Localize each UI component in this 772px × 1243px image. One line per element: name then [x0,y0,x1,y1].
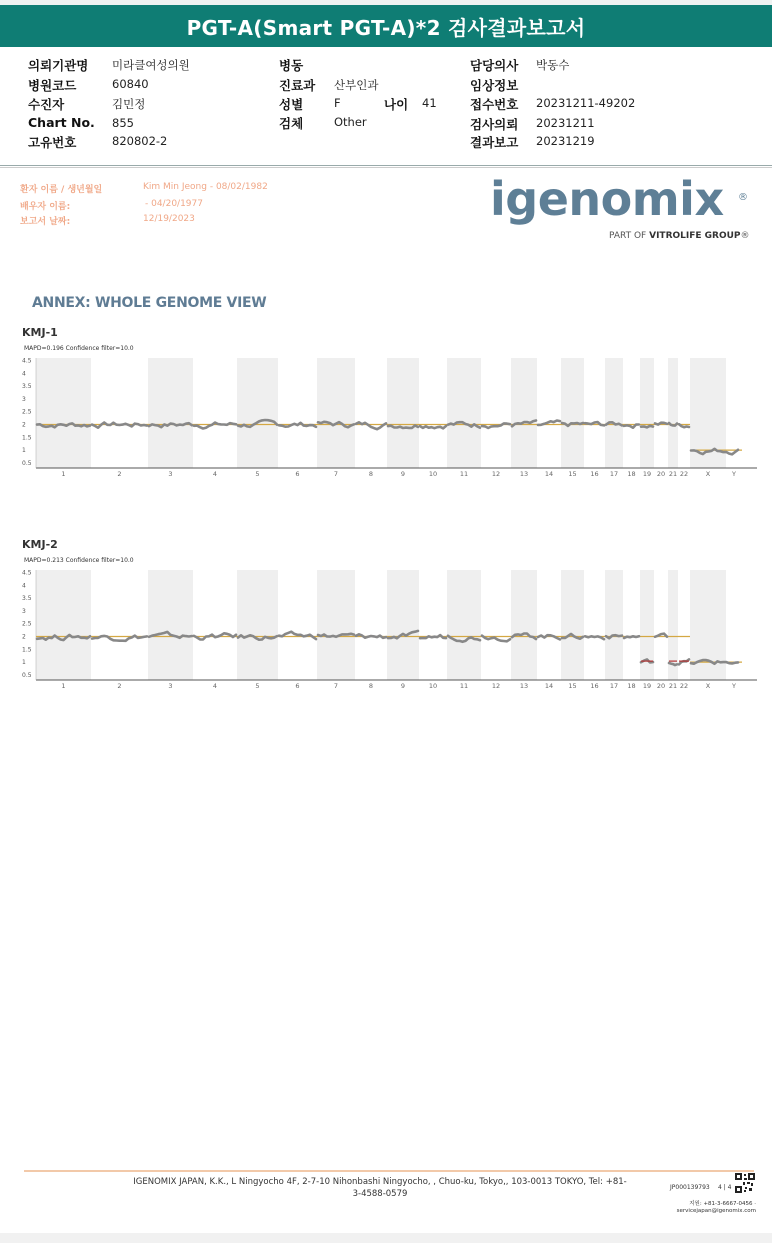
chromosome-label: 2 [117,682,122,690]
report-header [0,47,772,166]
chromosome-label: 9 [400,682,406,690]
request-label: 검사의뢰 [470,117,519,132]
chromosome-label: 21 [668,470,678,478]
copy-number-trace [538,635,560,639]
y-tick-label: 3 [22,607,26,615]
hospital-code-value: 60840 [112,77,149,91]
y-tick-label: 1.5 [22,434,32,442]
chromosome-label: 4 [212,682,218,690]
chromosome-label: 17 [609,682,619,690]
copy-number-trace [420,426,446,428]
footer-page-number: 4 | 4 [718,1184,732,1191]
sex-value: F [334,96,341,110]
y-tick-label: 1 [22,447,26,455]
chromosome-label: 18 [627,470,636,478]
chromosome-label: 7 [333,470,339,478]
y-tick-label: 4 [22,582,26,590]
chromosome-label: Y [732,470,736,478]
chromosome-band [387,570,419,680]
chromosome-label: 14 [544,682,554,690]
specimen-value: Other [334,115,367,129]
chromosome-label: 11 [459,682,469,690]
doctor-label: 담당의사 [470,58,519,73]
chart-value: 855 [112,116,134,130]
hospital-code-label: 병원코드 [28,78,77,93]
copy-number-trace [356,422,386,429]
header-divider [0,167,772,168]
chromosome-label: 14 [544,470,554,478]
copy-number-trace [624,636,639,638]
chromosome-band [387,358,419,468]
chromosome-band [668,358,678,468]
annex-title: ANNEX: WHOLE GENOME VIEW [32,295,267,311]
logo-tagline-brand: VITROLIFE GROUP [649,231,741,241]
chromosome-band [640,358,654,468]
chromosome-label: 20 [656,682,666,690]
chromosome-label: 13 [519,682,529,690]
report-label: 결과보고 [470,135,519,150]
dept-value: 산부인과 [334,78,379,92]
chromosome-band [237,358,278,468]
y-tick-label: 1 [22,659,26,667]
y-tick-label: 4.5 [22,357,32,365]
y-tick-label: 2 [22,421,26,429]
institution-value: 미라클여성의원 [112,58,190,72]
chart-2-title: KMJ-2 [22,538,58,551]
chromosome-band [511,358,537,468]
logo-registered-mark: ® [738,192,748,203]
unique-label: 고유번호 [28,135,77,150]
chromosome-label: 13 [519,470,529,478]
chromosome-band [605,358,623,468]
logo-tagline-prefix: PART OF [609,231,647,241]
logo-tagline [609,231,750,241]
chromosome-label: 16 [590,682,599,690]
chromosome-label: 4 [212,470,218,478]
footer-contact-tel: 지원: +81-3-6667-0456 · [689,1201,756,1207]
chromosome-label: 10 [428,682,438,690]
chromosome-band [511,570,537,680]
chromosome-label: 7 [333,682,339,690]
logo-wordmark: igenomix [490,172,724,226]
receipt-label: 접수번호 [470,97,519,112]
copy-number-trace [356,634,386,638]
specimen-label: 검체 [279,116,304,131]
patient-label: 수진자 [28,97,65,112]
genome-chart-kmj-1 [0,340,772,480]
institution-label: 의뢰기관명 [28,58,89,73]
report-date-label: 보고서 날짜: [20,217,71,227]
unique-value: 820802-2 [112,134,168,148]
chromosome-band [561,570,584,680]
chromosome-band [317,570,355,680]
chromosome-label: 22 [679,682,689,690]
chromosome-band [317,358,355,468]
chromosome-label: 5 [255,470,260,478]
igenomix-logo [490,172,750,241]
chromosome-label: 8 [368,470,374,478]
footer-contact-email: servicejapan@igenomix.com [676,1208,756,1214]
y-tick-label: 4.5 [22,569,32,577]
chromosome-label: 19 [642,470,652,478]
chromosome-label: 3 [168,470,173,478]
chromosome-label: 20 [656,470,666,478]
chromosome-label: X [705,470,711,478]
chromosome-label: 2 [117,470,122,478]
report-title: PGT-A(Smart PGT-A)*2 검사결과보고서 [0,5,772,47]
chromosome-label: 15 [568,470,577,478]
report-date-value: 12/19/2023 [143,214,195,224]
chromosome-band [36,570,91,680]
logo-tagline-suffix: ® [740,231,750,241]
chart-1-title: KMJ-1 [22,326,58,339]
y-tick-label: 2 [22,633,26,641]
bottom-strip [0,1233,772,1243]
copy-number-trace [194,423,236,429]
chromosome-label: 8 [368,682,374,690]
y-tick-label: 4 [22,370,26,378]
chart-subtitle: MAPD=0.196 Confidence filter=10.0 [24,345,134,352]
y-tick-label: 2.5 [22,408,32,416]
y-tick-label: 3 [22,395,26,403]
y-tick-label: 3.5 [22,383,32,391]
chromosome-band [447,358,481,468]
chromosome-label: 5 [255,682,260,690]
age-value: 41 [422,96,437,110]
partner-value: - 04/20/1977 [145,199,203,209]
chromosome-band [605,570,623,680]
chromosome-label: 18 [627,682,636,690]
copy-number-trace [679,659,689,664]
chromosome-band [447,570,481,680]
name-dob-label: 환자 이름 / 생년월일 [20,185,103,195]
doctor-value: 박동수 [536,58,570,72]
chromosome-label: Y [732,682,736,690]
chromosome-label: 17 [609,470,619,478]
y-tick-label: 0.5 [22,459,32,467]
partner-label: 배우자 이름: [20,202,71,212]
ward-label: 병동 [279,58,304,73]
age-label: 나이 [384,97,409,112]
y-tick-label: 2.5 [22,620,32,628]
chromosome-label: 22 [679,470,689,478]
clinical-label: 임상정보 [470,78,519,93]
y-tick-label: 1.5 [22,646,32,654]
chromosome-label: 12 [491,682,501,690]
copy-number-trace [92,423,147,428]
patient-value: 김민정 [112,97,146,111]
copy-number-trace [641,426,653,428]
chromosome-label: 15 [568,682,577,690]
copy-number-trace [585,636,604,639]
chromosome-label: 6 [295,682,300,690]
footer-address: IGENOMIX JAPAN, K.K., L Ningyocho 4F, 2-7-10 Nihonbashi Ningyocho, , Chuo-ku, Tokyo,, 103-0013 TOKYO, Tel: +81-3-4588-0579 [133,1177,627,1199]
chromosome-label: 19 [642,682,652,690]
footer-doc-id: JP000139793 [670,1184,710,1191]
chromosome-band [148,570,193,680]
y-tick-label: 0.5 [22,671,32,679]
chromosome-label: 11 [459,470,469,478]
request-value: 20231211 [536,116,595,130]
receipt-value: 20231211-49202 [536,96,636,110]
chart-label: Chart No. [28,115,95,130]
footer-contact [660,1201,756,1215]
chromosome-label: 16 [590,470,599,478]
chromosome-label: 21 [668,682,678,690]
chromosome-band [561,358,584,468]
copy-number-trace [279,632,316,639]
chromosome-label: 1 [61,682,66,690]
chromosome-band [148,358,193,468]
footer-divider [24,1170,754,1172]
chromosome-label: 6 [295,470,300,478]
chromosome-label: 12 [491,470,501,478]
name-dob-value: Kim Min Jeong - 08/02/1982 [143,182,268,192]
chromosome-label: 3 [168,682,173,690]
dept-label: 진료과 [279,78,316,93]
y-tick-label: 3.5 [22,595,32,603]
qr-code-icon [735,1173,755,1193]
chromosome-label: X [705,682,711,690]
report-value: 20231219 [536,134,595,148]
genome-chart-kmj-2 [0,552,772,692]
chromosome-label: 9 [400,470,406,478]
chromosome-label: 1 [61,470,66,478]
chromosome-band [237,570,278,680]
chromosome-band [36,358,91,468]
sex-label: 성별 [279,97,304,112]
chromosome-label: 10 [428,470,438,478]
chart-subtitle: MAPD=0.213 Confidence filter=10.0 [24,557,134,564]
